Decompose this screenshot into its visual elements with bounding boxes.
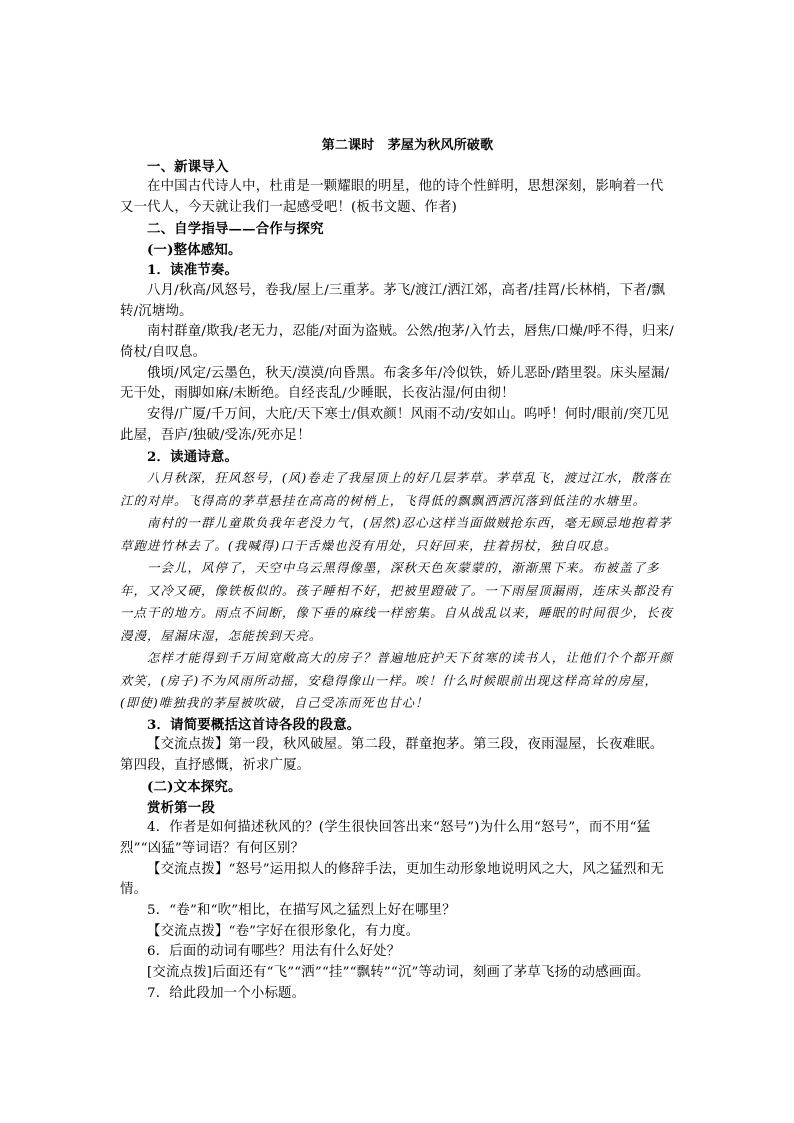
- question-heading-meaning: 2．读通诗意。: [147, 448, 239, 465]
- rhythm-stanza-1: 八月/秋高/风怒号，卷我/屋上/三重茅。茅飞/渡江/洒江郊，高者/挂罥/长林梢，下者/飘转/沉塘坳。: [120, 282, 666, 319]
- question-6: 6．后面的动词有哪些？用法有什么好处？: [147, 944, 401, 960]
- answer-5: [120, 922, 675, 943]
- answer-text: 后面还有“飞”“洒”“挂”“飘转”“沉”等动词，刻画了茅草飞扬的动感画面。: [212, 965, 650, 981]
- page-title: 第二课时 茅屋为秋风所破歌: [321, 138, 494, 153]
- question-heading-rhythm: 1．读准节奏。: [147, 262, 239, 279]
- summary-answer: [120, 735, 675, 776]
- rhythm-stanza-3: 俄顷/风定/云墨色，秋天/漠漠/向昏黑。布衾多年/冷似铁，娇儿恶卧/踏里裂。床头屋漏/无干处，雨脚如麻/未断绝。自经丧乱/少睡眠，长夜沾湿/何由彻！: [120, 365, 670, 402]
- translation-paragraph-4: 怎样才能得到千万间宽敞高大的房子？普遍地庇护天下贫寒的读书人，让他们个个都开颜欢笑，(房子)不为风雨所动摇，安稳得像山一样。唉！什么时候眼前出现这样高耸的房屋，(即使)唯独我的茅屋被吹破，自己受冻而死也甘心！: [120, 650, 674, 711]
- answer-4: [120, 860, 675, 901]
- part-heading-overview: (一)整体感知。: [147, 241, 242, 258]
- answer-tag: 【交流点拨】: [147, 861, 229, 877]
- answer-6: [120, 963, 675, 984]
- part-heading-exploration: (二)文本探究。: [147, 778, 242, 795]
- translation-paragraph-2: 南村的一群儿童欺负我年老没力气，(居然)忍心这样当面做贼抢东西，毫无顾忌地抱着茅草跑进竹林去了。(我喊得)口干舌燥也没有用处，只好回来，拄着拐杖，独自叹息。: [120, 515, 672, 553]
- document-page: [120, 136, 675, 1005]
- answer-text: 第一段，秋风破屋。第二段，群童抱茅。第三段，夜雨湿屋，长夜难眠。第四段，直抒感慨，祈求广厦。: [120, 737, 664, 774]
- intro-paragraph: 在中国古代诗人中，杜甫是一颗耀眼的明星，他的诗个性鲜明，思想深刻，影响着一代又一代人，今天就让我们一起感受吧！(板书文题、作者): [120, 179, 664, 216]
- question-heading-summary: 3．请简要概括这首诗各段的段意。: [147, 716, 361, 733]
- question-4: 4．作者是如何描述秋风的？(学生很快回答出来“怒号”)为什么用“怒号”，而不用“猛烈”“凶猛”等词语？有何区别？: [120, 820, 651, 856]
- answer-tag: [交流点拨]: [147, 965, 213, 981]
- question-5: 5．“卷”和“吹”相比，在描写风之猛烈上好在哪里？: [147, 903, 456, 919]
- translation-paragraph-3: 一会儿，风停了，天空中乌云黑得像墨，深秋天色灰蒙蒙的，渐渐黑下来。布被盖了多年，又冷又硬，像铁板似的。孩子睡相不好，把被里蹬破了。一下雨屋顶漏雨，连床头都没有一点干的地方。雨点不间断，像下垂的麻线一样密集。自从战乱以来，睡眠的时间很少，长夜漫漫，屋漏床湿，怎能挨到天亮。: [120, 560, 674, 643]
- translation-paragraph-1: 八月秋深，狂风怒号，(风)卷走了我屋顶上的好几层茅草。茅草乱飞，渡过江水，散落在江的对岸。飞得高的茅草悬挂在高高的树梢上，飞得低的飘飘洒洒沉落到低洼的水塘里。: [120, 470, 672, 508]
- section-heading-guidance: 二、自学指导——合作与探究: [147, 220, 324, 237]
- answer-tag: 【交流点拨】: [147, 923, 229, 939]
- answer-text: “卷”字好在很形象化，有力度。: [228, 923, 420, 939]
- question-7: 7．给此段加一个小标题。: [147, 985, 306, 1001]
- rhythm-stanza-2: 南村群童/欺我/老无力，忍能/对面为盗贼。公然/抱茅/入竹去，唇焦/口燥/呼不得，归来/倚杖/自叹息。: [120, 324, 674, 361]
- rhythm-stanza-4: 安得/广厦/千万间，大庇/天下寒士/俱欢颜！风雨不动/安如山。呜呼！何时/眼前/突兀见此屋，吾庐/独破/受冻/死亦足！: [120, 407, 670, 443]
- section-heading-intro: 一、新课导入: [147, 158, 229, 175]
- answer-text: “怒号”运用拟人的修辞手法，更加生动形象地说明风之大，风之猛烈和无情。: [120, 861, 664, 898]
- answer-tag: 【交流点拨】: [147, 737, 229, 753]
- appreciate-heading: 赏析第一段: [147, 799, 215, 816]
